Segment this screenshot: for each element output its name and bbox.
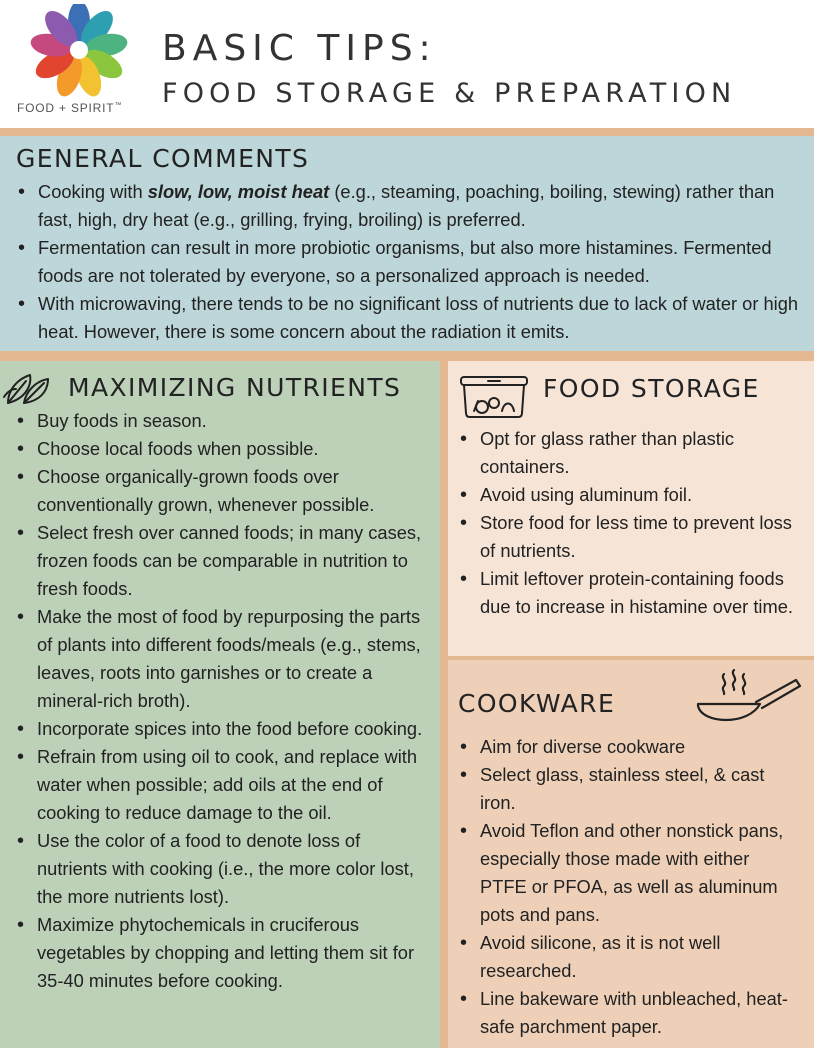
list-item: • Refrain from using oil to cook, and replace with water when possible; add oils at the end of cooking to reduce damage to the oil. — [15, 743, 427, 827]
leaves-icon — [2, 367, 54, 407]
list-item: • Limit leftover protein-containing foods due to increase in histamine over time. — [458, 565, 800, 621]
list-item: • Incorporate spices into the food before cooking. — [15, 715, 427, 743]
list-item: • Cooking with slow, low, moist heat (e.g., steaming, poaching, boiling, stewing) rather than fast, high, dry heat (e.g., grilling, frying, broiling) is preferred. — [16, 178, 801, 234]
list-item: • Opt for glass rather than plastic containers. — [458, 425, 800, 481]
cookware-title: COOKWARE — [458, 689, 616, 718]
food-storage-list — [458, 425, 800, 621]
food-container-icon — [458, 373, 530, 419]
list-item: • Choose organically-grown foods over conventionally grown, whenever possible. — [15, 463, 427, 519]
page-header — [0, 0, 814, 128]
maximizing-nutrients-list — [15, 407, 427, 995]
frying-pan-icon — [694, 666, 804, 732]
list-item: • Avoid Teflon and other nonstick pans, especially those made with either PTFE or PFOA, as well as aluminum pots and pans. — [458, 817, 800, 929]
list-item: • Select glass, stainless steel, & cast iron. — [458, 761, 800, 817]
page-title: BASIC TIPS: — [162, 28, 437, 69]
list-item: • Avoid using aluminum foil. — [458, 481, 800, 509]
list-item: • Maximize phytochemicals in cruciferous vegetables by chopping and letting them sit for 35-40 minutes before cooking. — [15, 911, 427, 995]
list-item: • Aim for diverse cookware — [458, 733, 800, 761]
cookware-section — [448, 660, 814, 1048]
general-comments-title: GENERAL COMMENTS — [16, 144, 310, 173]
maximizing-nutrients-title: MAXIMIZING NUTRIENTS — [68, 373, 402, 402]
list-item: • Avoid silicone, as it is not well researched. — [458, 929, 800, 985]
logo-wordmark: FOOD + SPIRIT™ — [17, 101, 123, 115]
food-storage-section — [448, 361, 814, 656]
maximizing-nutrients-section — [0, 361, 440, 1048]
list-item: • Buy foods in season. — [15, 407, 427, 435]
emphasis-text: slow, low, moist heat — [147, 181, 330, 202]
general-comments-list — [16, 178, 801, 346]
food-storage-title: FOOD STORAGE — [543, 374, 760, 403]
column-divider — [440, 361, 448, 1048]
list-item: • Store food for less time to prevent loss of nutrients. — [458, 509, 800, 565]
list-item: • Fermentation can result in more probiotic organisms, but also more histamines. Fermented foods are not tolerated by everyone, so a personalized approach is needed. — [16, 234, 801, 290]
section-divider — [0, 351, 814, 361]
list-item: • Select fresh over canned foods; in many cases, frozen foods can be comparable in nutrition to fresh foods. — [15, 519, 427, 603]
cookware-list — [458, 733, 800, 1041]
header-divider — [0, 128, 814, 136]
list-item: • Use the color of a food to denote loss of nutrients with cooking (i.e., the more color lost, the more nutrients lost). — [15, 827, 427, 911]
list-item: • Make the most of food by repurposing the parts of plants into different foods/meals (e.g., stems, leaves, roots into garnishes or to create a mineral-rich broth). — [15, 603, 427, 715]
list-item: • With microwaving, there tends to be no significant loss of nutrients due to lack of water or high heat. However, there is some concern about the radiation it emits. — [16, 290, 801, 346]
general-comments-section — [0, 136, 814, 351]
list-item: • Choose local foods when possible. — [15, 435, 427, 463]
food-spirit-logo-icon — [24, 4, 134, 100]
trademark-mark: ™ — [114, 102, 123, 109]
list-item: • Line bakeware with unbleached, heat-safe parchment paper. — [458, 985, 800, 1041]
page-subtitle: FOOD STORAGE & PREPARATION — [162, 78, 737, 109]
